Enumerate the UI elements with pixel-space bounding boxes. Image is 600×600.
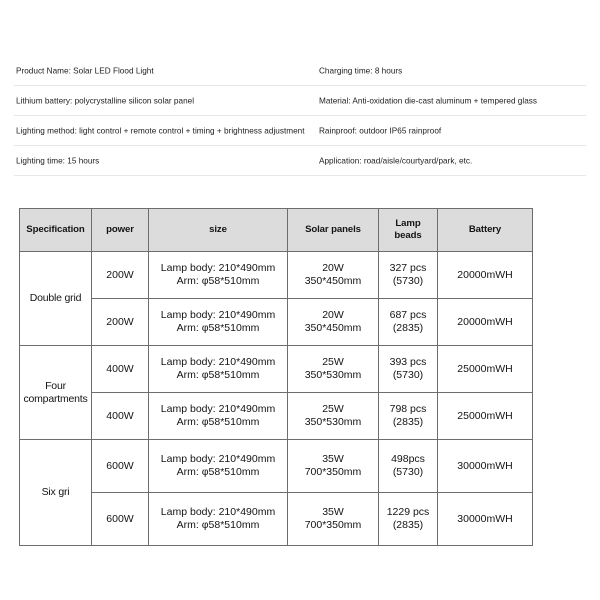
spec-lighting-method: Lighting method: light control + remote control + timing + brightness adjustment — [16, 126, 305, 135]
beads-count: 393 pcs — [389, 356, 427, 368]
cell-solar-panel — [288, 393, 379, 440]
solar-wattage: 25W — [322, 356, 344, 368]
beads-model: (2835) — [392, 322, 424, 334]
cell-lamp-beads — [379, 252, 438, 299]
cell-solar-panel — [288, 493, 379, 546]
cell-size — [149, 393, 288, 440]
beads-count: 798 pcs — [389, 403, 427, 415]
size-lamp-body: Lamp body: 210*490mm — [160, 309, 276, 321]
beads-count: 327 pcs — [389, 262, 427, 274]
solar-dimension: 700*350mm — [304, 466, 362, 478]
beads-count: 1229 pcs — [386, 506, 430, 518]
cell-solar-panel — [288, 299, 379, 346]
size-arm: Arm: φ58*510mm — [176, 519, 260, 531]
beads-count: 498pcs — [391, 453, 425, 465]
table-row — [20, 493, 533, 546]
column-header-power: power — [92, 209, 149, 252]
cell-size — [149, 493, 288, 546]
table-row — [20, 440, 533, 493]
cell-battery: 30000mWH — [438, 493, 533, 546]
spec-material: Material: Anti-oxidation die-cast aluminum + tempered glass — [319, 96, 538, 105]
solar-dimension: 350*530mm — [304, 369, 362, 381]
cell-power: 400W — [92, 393, 149, 440]
solar-wattage: 20W — [322, 262, 344, 274]
beads-model: (2835) — [392, 519, 424, 531]
cell-battery: 25000mWH — [438, 346, 533, 393]
size-arm: Arm: φ58*510mm — [176, 369, 260, 381]
size-lamp-body: Lamp body: 210*490mm — [160, 356, 276, 368]
solar-wattage: 20W — [322, 309, 344, 321]
product-spec-sheet — [14, 56, 586, 176]
spec-lighting-time: Lighting time: 15 hours — [16, 156, 100, 165]
spec-application: Application: road/aisle/courtyard/park, etc. — [319, 156, 473, 165]
cell-power: 200W — [92, 252, 149, 299]
cell-lamp-beads — [379, 346, 438, 393]
solar-dimension: 350*530mm — [304, 416, 362, 428]
cell-battery: 25000mWH — [438, 393, 533, 440]
column-header-solar-panels: Solar panels — [288, 209, 379, 252]
table-row — [20, 252, 533, 299]
beads-model: (2835) — [392, 416, 424, 428]
table-row — [20, 346, 533, 393]
cell-solar-panel — [288, 252, 379, 299]
cell-specification: Six gri — [20, 440, 92, 546]
spec-rainproof: Rainproof: outdoor IP65 rainproof — [319, 126, 442, 135]
cell-battery: 30000mWH — [438, 440, 533, 493]
table-row — [20, 393, 533, 440]
spec-charging-time: Charging time: 8 hours — [319, 66, 403, 75]
size-lamp-body: Lamp body: 210*490mm — [160, 453, 276, 465]
cell-power: 600W — [92, 440, 149, 493]
spec-sheet-row — [14, 146, 586, 176]
beads-model: (5730) — [392, 275, 424, 287]
cell-size — [149, 252, 288, 299]
cell-specification: Four compartments — [20, 346, 92, 440]
cell-lamp-beads — [379, 393, 438, 440]
size-arm: Arm: φ58*510mm — [176, 466, 260, 478]
cell-solar-panel — [288, 440, 379, 493]
cell-solar-panel — [288, 346, 379, 393]
specification-table — [19, 208, 533, 546]
solar-dimension: 350*450mm — [304, 275, 362, 287]
spec-product-name: Product Name: Solar LED Flood Light — [16, 66, 154, 75]
column-header-lamp-beads: Lamp beads — [379, 209, 438, 252]
size-arm: Arm: φ58*510mm — [176, 322, 260, 334]
table-row — [20, 299, 533, 346]
spec-sheet-row — [14, 86, 586, 116]
beads-model: (5730) — [392, 369, 424, 381]
cell-size — [149, 299, 288, 346]
size-lamp-body: Lamp body: 210*490mm — [160, 506, 276, 518]
solar-wattage: 35W — [322, 506, 344, 518]
spec-lithium-battery: Lithium battery: polycrystalline silicon solar panel — [16, 96, 195, 105]
cell-size — [149, 346, 288, 393]
size-arm: Arm: φ58*510mm — [176, 275, 260, 287]
cell-battery: 20000mWH — [438, 299, 533, 346]
cell-size — [149, 440, 288, 493]
size-lamp-body: Lamp body: 210*490mm — [160, 262, 276, 274]
cell-power: 600W — [92, 493, 149, 546]
column-header-specification: Specification — [20, 209, 92, 252]
cell-power: 400W — [92, 346, 149, 393]
beads-count: 687 pcs — [389, 309, 427, 321]
table-header-row — [20, 209, 533, 252]
cell-battery: 20000mWH — [438, 252, 533, 299]
column-header-battery: Battery — [438, 209, 533, 252]
beads-model: (5730) — [392, 466, 424, 478]
cell-specification: Double grid — [20, 252, 92, 346]
column-header-size: size — [149, 209, 288, 252]
cell-lamp-beads — [379, 493, 438, 546]
spec-sheet-row — [14, 56, 586, 86]
size-lamp-body: Lamp body: 210*490mm — [160, 403, 276, 415]
cell-lamp-beads — [379, 440, 438, 493]
solar-dimension: 350*450mm — [304, 322, 362, 334]
spec-sheet-row — [14, 116, 586, 146]
solar-wattage: 25W — [322, 403, 344, 415]
cell-power: 200W — [92, 299, 149, 346]
solar-dimension: 700*350mm — [304, 519, 362, 531]
size-arm: Arm: φ58*510mm — [176, 416, 260, 428]
solar-wattage: 35W — [322, 453, 344, 465]
cell-lamp-beads — [379, 299, 438, 346]
